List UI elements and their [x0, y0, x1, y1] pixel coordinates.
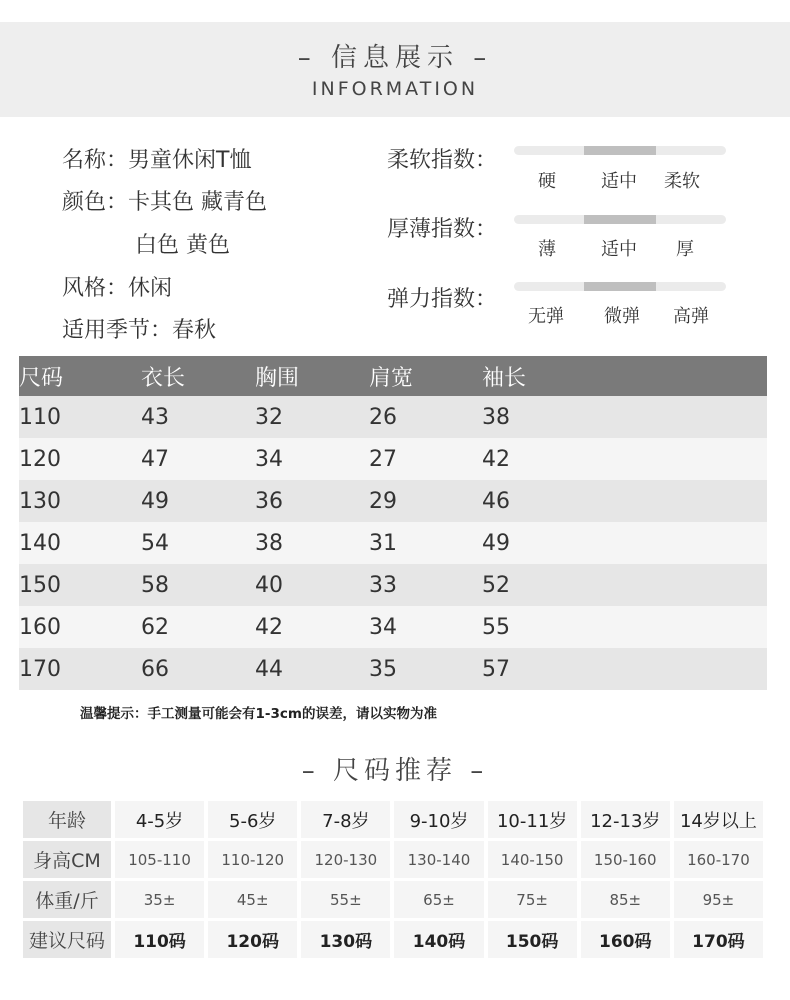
- cell-chest: 34: [255, 438, 369, 480]
- recommend-cell: 85±: [581, 881, 670, 918]
- cell-size: 150: [19, 564, 141, 606]
- cell-size: 120: [19, 438, 141, 480]
- recommend-cell: 110-120: [208, 841, 297, 878]
- recommend-cell: 120码: [208, 921, 297, 958]
- cell-shoulder: 34: [369, 606, 482, 648]
- measurement-note: 温馨提示：手工测量可能会有1-3cm的误差，请以实物为准: [80, 706, 437, 722]
- recommend-row-height: [23, 841, 763, 878]
- recommend-cell: 120-130: [301, 841, 390, 878]
- cell-size: 130: [19, 480, 141, 522]
- recommend-cell: 45±: [208, 881, 297, 918]
- thickness-label: 厚薄指数：: [387, 217, 498, 242]
- recommend-row-weight: [23, 881, 763, 918]
- recommend-cell: 140码: [394, 921, 483, 958]
- cell-length: 54: [141, 522, 255, 564]
- softness-tick-low: 硬: [538, 171, 556, 192]
- info-header: [0, 22, 790, 117]
- recommend-cell: 14岁以上: [674, 801, 763, 838]
- row-label: 体重/斤: [23, 881, 111, 918]
- season-value: 春秋: [172, 318, 217, 343]
- cell-length: 62: [141, 606, 255, 648]
- recommend-cell: 95±: [674, 881, 763, 918]
- header-length: 衣长: [141, 356, 255, 396]
- cell-chest: 40: [255, 564, 369, 606]
- table-row: [19, 564, 767, 606]
- recommend-cell: 55±: [301, 881, 390, 918]
- cell-chest: 42: [255, 606, 369, 648]
- info-color-line2: [135, 228, 230, 259]
- softness-label: 柔软指数：: [387, 148, 498, 173]
- cell-length: 66: [141, 648, 255, 690]
- cell-size: 160: [19, 606, 141, 648]
- recommend-row-age: [23, 801, 763, 838]
- elasticity-tick-low: 无弹: [528, 306, 564, 327]
- recommend-cell: 130码: [301, 921, 390, 958]
- softness-indicator: [584, 146, 656, 155]
- cell-shoulder: 26: [369, 396, 482, 438]
- row-label: 年龄: [23, 801, 111, 838]
- cell-chest: 44: [255, 648, 369, 690]
- elasticity-scale: [514, 282, 726, 291]
- header-chest: 胸围: [255, 356, 369, 396]
- info-color: [62, 185, 267, 216]
- header-shoulder: 肩宽: [369, 356, 482, 396]
- table-row: [19, 438, 767, 480]
- elasticity-label: 弹力指数：: [387, 287, 498, 312]
- cell-shoulder: 31: [369, 522, 482, 564]
- info-style: [62, 271, 172, 302]
- table-row: [19, 396, 767, 438]
- thickness-tick-mid: 适中: [601, 239, 637, 260]
- recommend-cell: 35±: [115, 881, 204, 918]
- cell-size: 170: [19, 648, 141, 690]
- info-name: [62, 143, 251, 174]
- thickness-scale: [514, 215, 726, 224]
- size-table: [19, 356, 767, 690]
- name-label: 名称：: [62, 148, 129, 173]
- cell-sleeve: 57: [482, 648, 767, 690]
- header-sleeve: 袖长: [482, 356, 767, 396]
- style-label: 风格：: [62, 276, 129, 301]
- table-row: [19, 606, 767, 648]
- recommend-cell: 130-140: [394, 841, 483, 878]
- recommend-cell: 5-6岁: [208, 801, 297, 838]
- season-label: 适用季节：: [62, 318, 173, 343]
- thickness-indicator: [584, 215, 656, 224]
- softness-scale: [514, 146, 726, 155]
- cell-sleeve: 52: [482, 564, 767, 606]
- cell-chest: 32: [255, 396, 369, 438]
- cell-shoulder: 35: [369, 648, 482, 690]
- cell-shoulder: 27: [369, 438, 482, 480]
- cell-shoulder: 33: [369, 564, 482, 606]
- table-row: [19, 480, 767, 522]
- cell-sleeve: 46: [482, 480, 767, 522]
- header-subtitle: INFORMATION: [311, 78, 479, 100]
- recommend-cell: 170码: [674, 921, 763, 958]
- elasticity-tick-high: 高弹: [673, 306, 709, 327]
- color-label: 颜色：: [62, 190, 129, 215]
- softness-tick-high: 柔软: [664, 171, 700, 192]
- recommend-cell: 12-13岁: [581, 801, 670, 838]
- thickness-tick-low: 薄: [538, 239, 556, 260]
- cell-sleeve: 55: [482, 606, 767, 648]
- info-season: [62, 313, 216, 344]
- cell-chest: 38: [255, 522, 369, 564]
- cell-length: 47: [141, 438, 255, 480]
- softness-tick-mid: 适中: [601, 171, 637, 192]
- color-value-2: 白色 黄色: [135, 233, 230, 258]
- row-label: 身高CM: [23, 841, 111, 878]
- cell-length: 43: [141, 396, 255, 438]
- recommend-row-size: [23, 921, 763, 958]
- cell-sleeve: 49: [482, 522, 767, 564]
- recommend-cell: 75±: [488, 881, 577, 918]
- cell-length: 49: [141, 480, 255, 522]
- size-recommend-table: [19, 798, 767, 961]
- recommend-cell: 150码: [488, 921, 577, 958]
- recommend-cell: 4-5岁: [115, 801, 204, 838]
- elasticity-tick-mid: 微弹: [604, 306, 640, 327]
- table-row: [19, 648, 767, 690]
- recommend-cell: 140-150: [488, 841, 577, 878]
- elasticity-indicator: [584, 282, 656, 291]
- recommend-cell: 150-160: [581, 841, 670, 878]
- recommend-cell: 65±: [394, 881, 483, 918]
- recommend-cell: 9-10岁: [394, 801, 483, 838]
- size-table-header: [19, 356, 767, 396]
- recommend-cell: 160码: [581, 921, 670, 958]
- cell-size: 110: [19, 396, 141, 438]
- recommend-cell: 110码: [115, 921, 204, 958]
- recommend-cell: 105-110: [115, 841, 204, 878]
- name-value: 男童休闲T恤: [128, 148, 252, 173]
- recommend-cell: 7-8岁: [301, 801, 390, 838]
- color-value-1: 卡其色 藏青色: [128, 190, 268, 215]
- recommend-cell: 10-11岁: [488, 801, 577, 838]
- thickness-tick-high: 厚: [676, 239, 694, 260]
- recommend-title: – 尺码推荐 –: [301, 756, 489, 786]
- style-value: 休闲: [128, 276, 173, 301]
- recommend-cell: 160-170: [674, 841, 763, 878]
- cell-length: 58: [141, 564, 255, 606]
- row-label: 建议尺码: [23, 921, 111, 958]
- header-title: – 信息展示 –: [297, 43, 493, 73]
- header-size: 尺码: [19, 356, 141, 396]
- table-row: [19, 522, 767, 564]
- cell-chest: 36: [255, 480, 369, 522]
- cell-sleeve: 38: [482, 396, 767, 438]
- cell-size: 140: [19, 522, 141, 564]
- cell-sleeve: 42: [482, 438, 767, 480]
- cell-shoulder: 29: [369, 480, 482, 522]
